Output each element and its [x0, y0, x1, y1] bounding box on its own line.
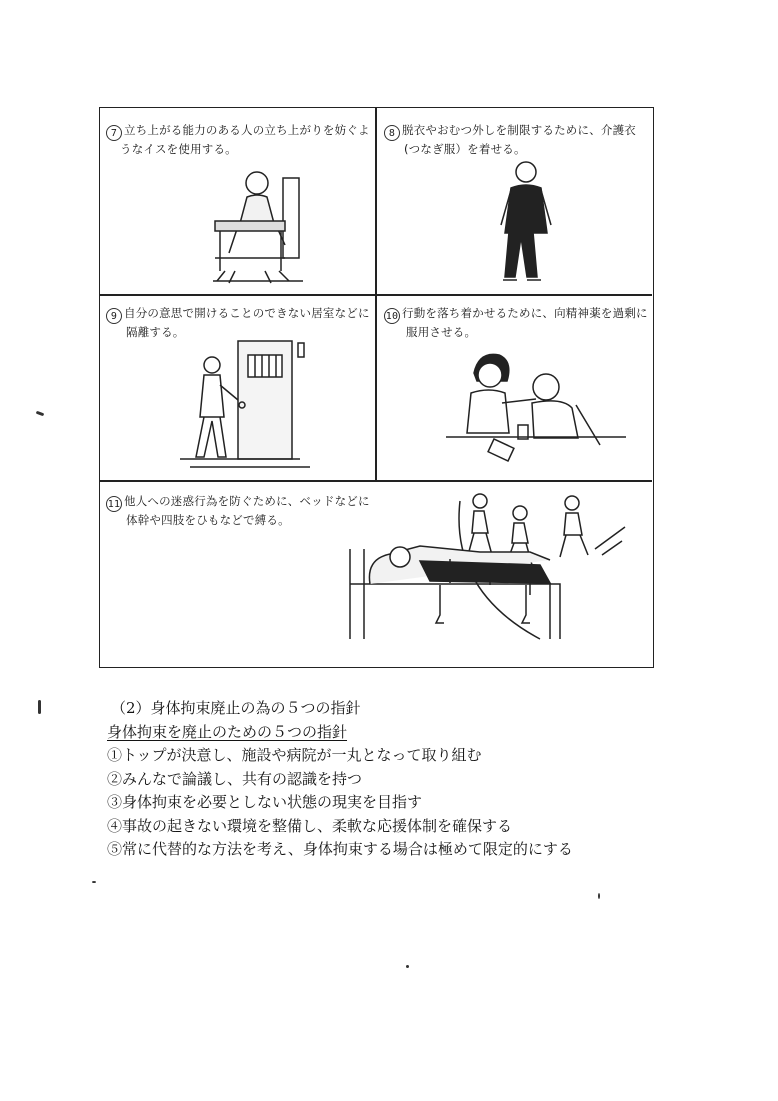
- panel-number-badge: 11: [106, 496, 122, 512]
- panel-7-caption: [106, 122, 370, 158]
- panel-number-badge: 10: [384, 308, 400, 324]
- panel-9-caption-line2: 隔離する。: [126, 325, 185, 339]
- guideline-item: ②みんなで論議し、共有の認識を持つ: [107, 769, 363, 788]
- panel-10-caption-line1: 行動を落ち着かせるために、向精神薬を過剰に: [402, 306, 648, 320]
- guideline-item: ④事故の起きない環境を整備し、柔軟な応援体制を確保する: [107, 816, 513, 835]
- guideline-item: ①トップが決意し、施設や病院が一丸となって取り組む: [107, 746, 482, 764]
- panel-number-badge: 7: [106, 125, 122, 141]
- scan-speck: [598, 893, 600, 899]
- panel-8: [376, 108, 652, 294]
- guideline-item: ③身体拘束を必要としない状態の現実を目指す: [107, 793, 423, 811]
- panel-7-caption-line2: うなイスを使用する。: [120, 142, 237, 156]
- panel-11: [100, 481, 652, 667]
- panel-number-badge: 9: [106, 308, 122, 324]
- scan-speck: [92, 881, 96, 883]
- bed-restraint-illustration: [350, 489, 640, 661]
- scan-speck: [406, 965, 409, 968]
- section-title: （2）身体拘束廃止の為の５つの指針: [111, 699, 361, 717]
- medication-illustration: [446, 345, 626, 470]
- scan-speck: [36, 411, 45, 417]
- restraint-examples-grid: [99, 107, 654, 668]
- panel-11-caption-line2: 体幹や四肢をひもなどで縛る。: [126, 513, 290, 527]
- panel-10: [376, 295, 652, 480]
- guideline-item: ⑤常に代替的な方法を考え、身体拘束する場合は極めて限定的にする: [107, 840, 573, 858]
- panel-7: [100, 108, 375, 294]
- panel-8-caption-line1: 脱衣やおむつ外しを制限するために、介護衣: [402, 123, 636, 137]
- panel-8-caption: [384, 122, 636, 158]
- panel-7-caption-line1: 立ち上がる能力のある人の立ち上がりを妨ぐよ: [124, 123, 370, 137]
- panel-10-caption: [384, 305, 648, 341]
- jumpsuit-illustration: [491, 160, 561, 290]
- scan-speck: [38, 700, 41, 714]
- chair-restraint-illustration: [195, 163, 315, 288]
- guidelines-heading: 身体拘束を廃止のための５つの指針: [107, 722, 348, 741]
- panel-9-caption-line1: 自分の意思で開けることのできない居室などに: [124, 306, 370, 320]
- panel-9: [100, 295, 375, 480]
- panel-10-caption-line2: 服用させる。: [406, 325, 477, 339]
- panel-11-caption: [106, 493, 370, 529]
- panel-8-caption-line2: (つなぎ服）を着せる。: [404, 142, 526, 156]
- guidelines-section: [107, 697, 627, 862]
- locked-room-illustration: [180, 335, 310, 475]
- panel-number-badge: 8: [384, 125, 400, 141]
- panel-11-caption-line1: 他人への迷惑行為を防ぐために、ベッドなどに: [124, 494, 370, 508]
